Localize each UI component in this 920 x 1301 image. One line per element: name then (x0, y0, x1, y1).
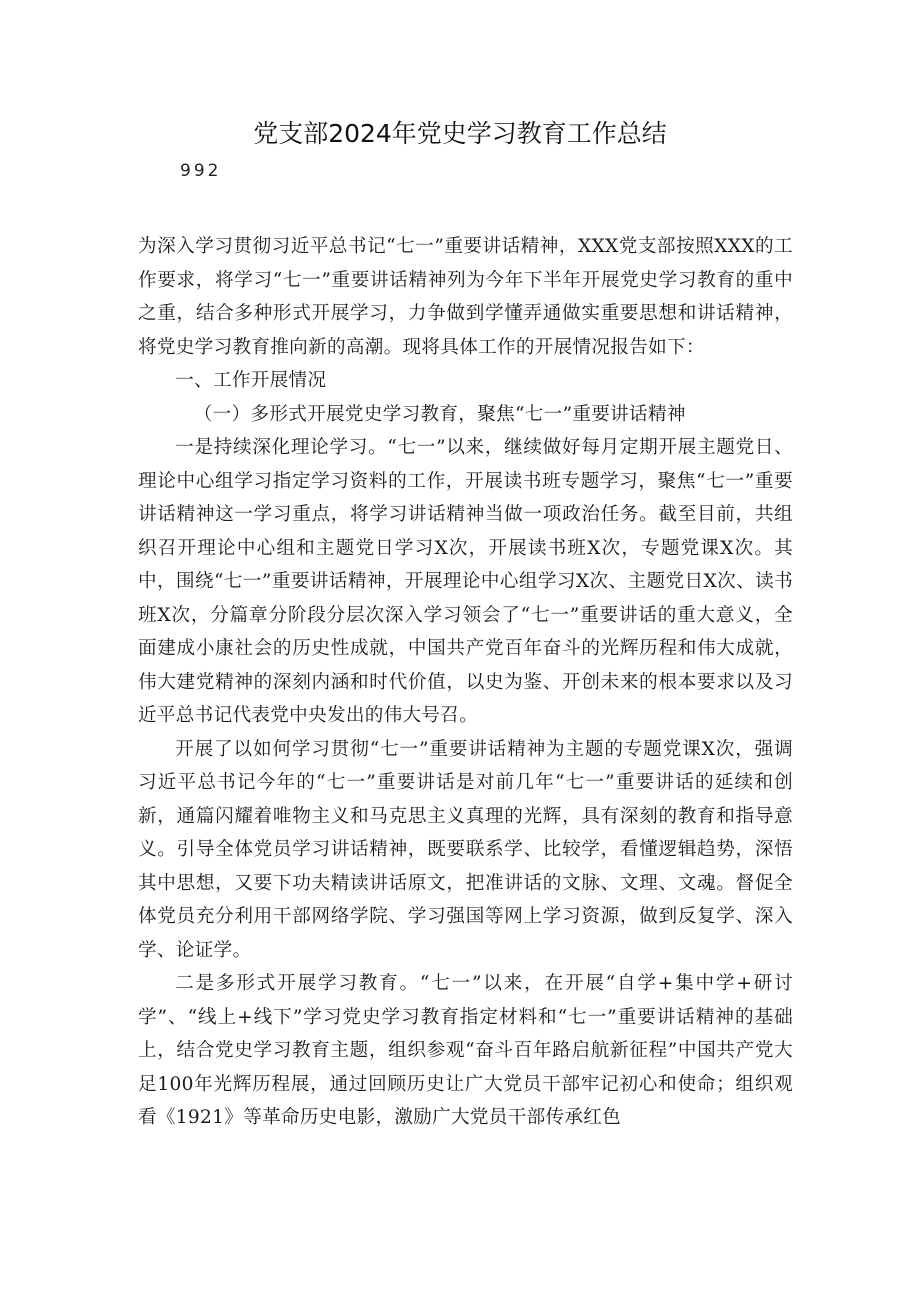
body-paragraph: 开展了以如何学习贯彻“七一”重要讲话精神为主题的专题党课X次，强调习近平总书记今年的“七一”重要讲话是对前几年“七一”重要讲话的延续和创新，通篇闪耀着唯物主义和马克思主义真理的光辉，具有深刻的教育和指导意义。引导全体党员学习讲话精神，既要联系学、比较学，看懂逻辑趋势，深悟其中思想，又要下功夫精读讲话原文，把准讲话的文脉、文理、文魂。督促全体党员充分利用干部网络学院、学习强国等网上学习资源，做到反复学、深入学、论证学。 (138, 738, 793, 961)
document-title: 党支部2024年党史学习教育工作总结 (253, 119, 667, 148)
subsection-heading: （一）多形式开展党史学习教育，聚焦“七一”重要讲话精神 (193, 403, 686, 425)
document-body (138, 230, 793, 1135)
body-paragraph: 一是持续深化理论学习。“七一”以来，继续做好每月定期开展主题党日、理论中心组学习指定学习资料的工作，开展读书班专题学习，聚焦“七一”重要讲话精神这一学习重点，将学习讲话精神当做一项政治任务。截至目前，共组织召开理论中心组和主题党日学习X次，开展读书班X次，专题党课X次。其中，围绕“七一”重要讲话精神，开展理论中心组学习X次、主题党日X次、读书班X次，分篇章分阶段分层次深入学习领会了“七一”重要讲话的重大意义，全面建成小康社会的历史性成就，中国共产党百年奋斗的光辉历程和伟大成就，伟大建党精神的深刻内涵和时代价值，以史为鉴、开创未来的根本要求以及习近平总书记代表党中央发出的伟大号召。 (138, 437, 793, 726)
intro-paragraph: 为深入学习贯彻习近平总书记“七一”重要讲话精神，XXX党支部按照XXX的工作要求，将学习“七一”重要讲话精神列为今年下半年开展党史学习教育的重中之重，结合多种形式开展学习，力争做到学懂弄通做实重要思想和讲话精神，将党史学习教育推向新的高潮。现将具体工作的开展情况报告如下： (138, 236, 793, 358)
document-number: 992 (180, 161, 222, 181)
section-heading: 一、工作开展情况 (175, 370, 327, 391)
body-paragraph: 二是多形式开展学习教育。“七一”以来，在开展“自学+集中学+研讨学”、“线上+线下”学习党史学习教育指定材料和“七一”重要讲话精神的基础上，结合党史学习教育主题，组织参观“奋斗百年路启航新征程”中国共产党大足100年光辉历程展，通过回顾历史让广大党员干部牢记初心和使命；组织观看《1921》等革命历史电影，激励广大党员干部传承红色 (138, 973, 793, 1128)
